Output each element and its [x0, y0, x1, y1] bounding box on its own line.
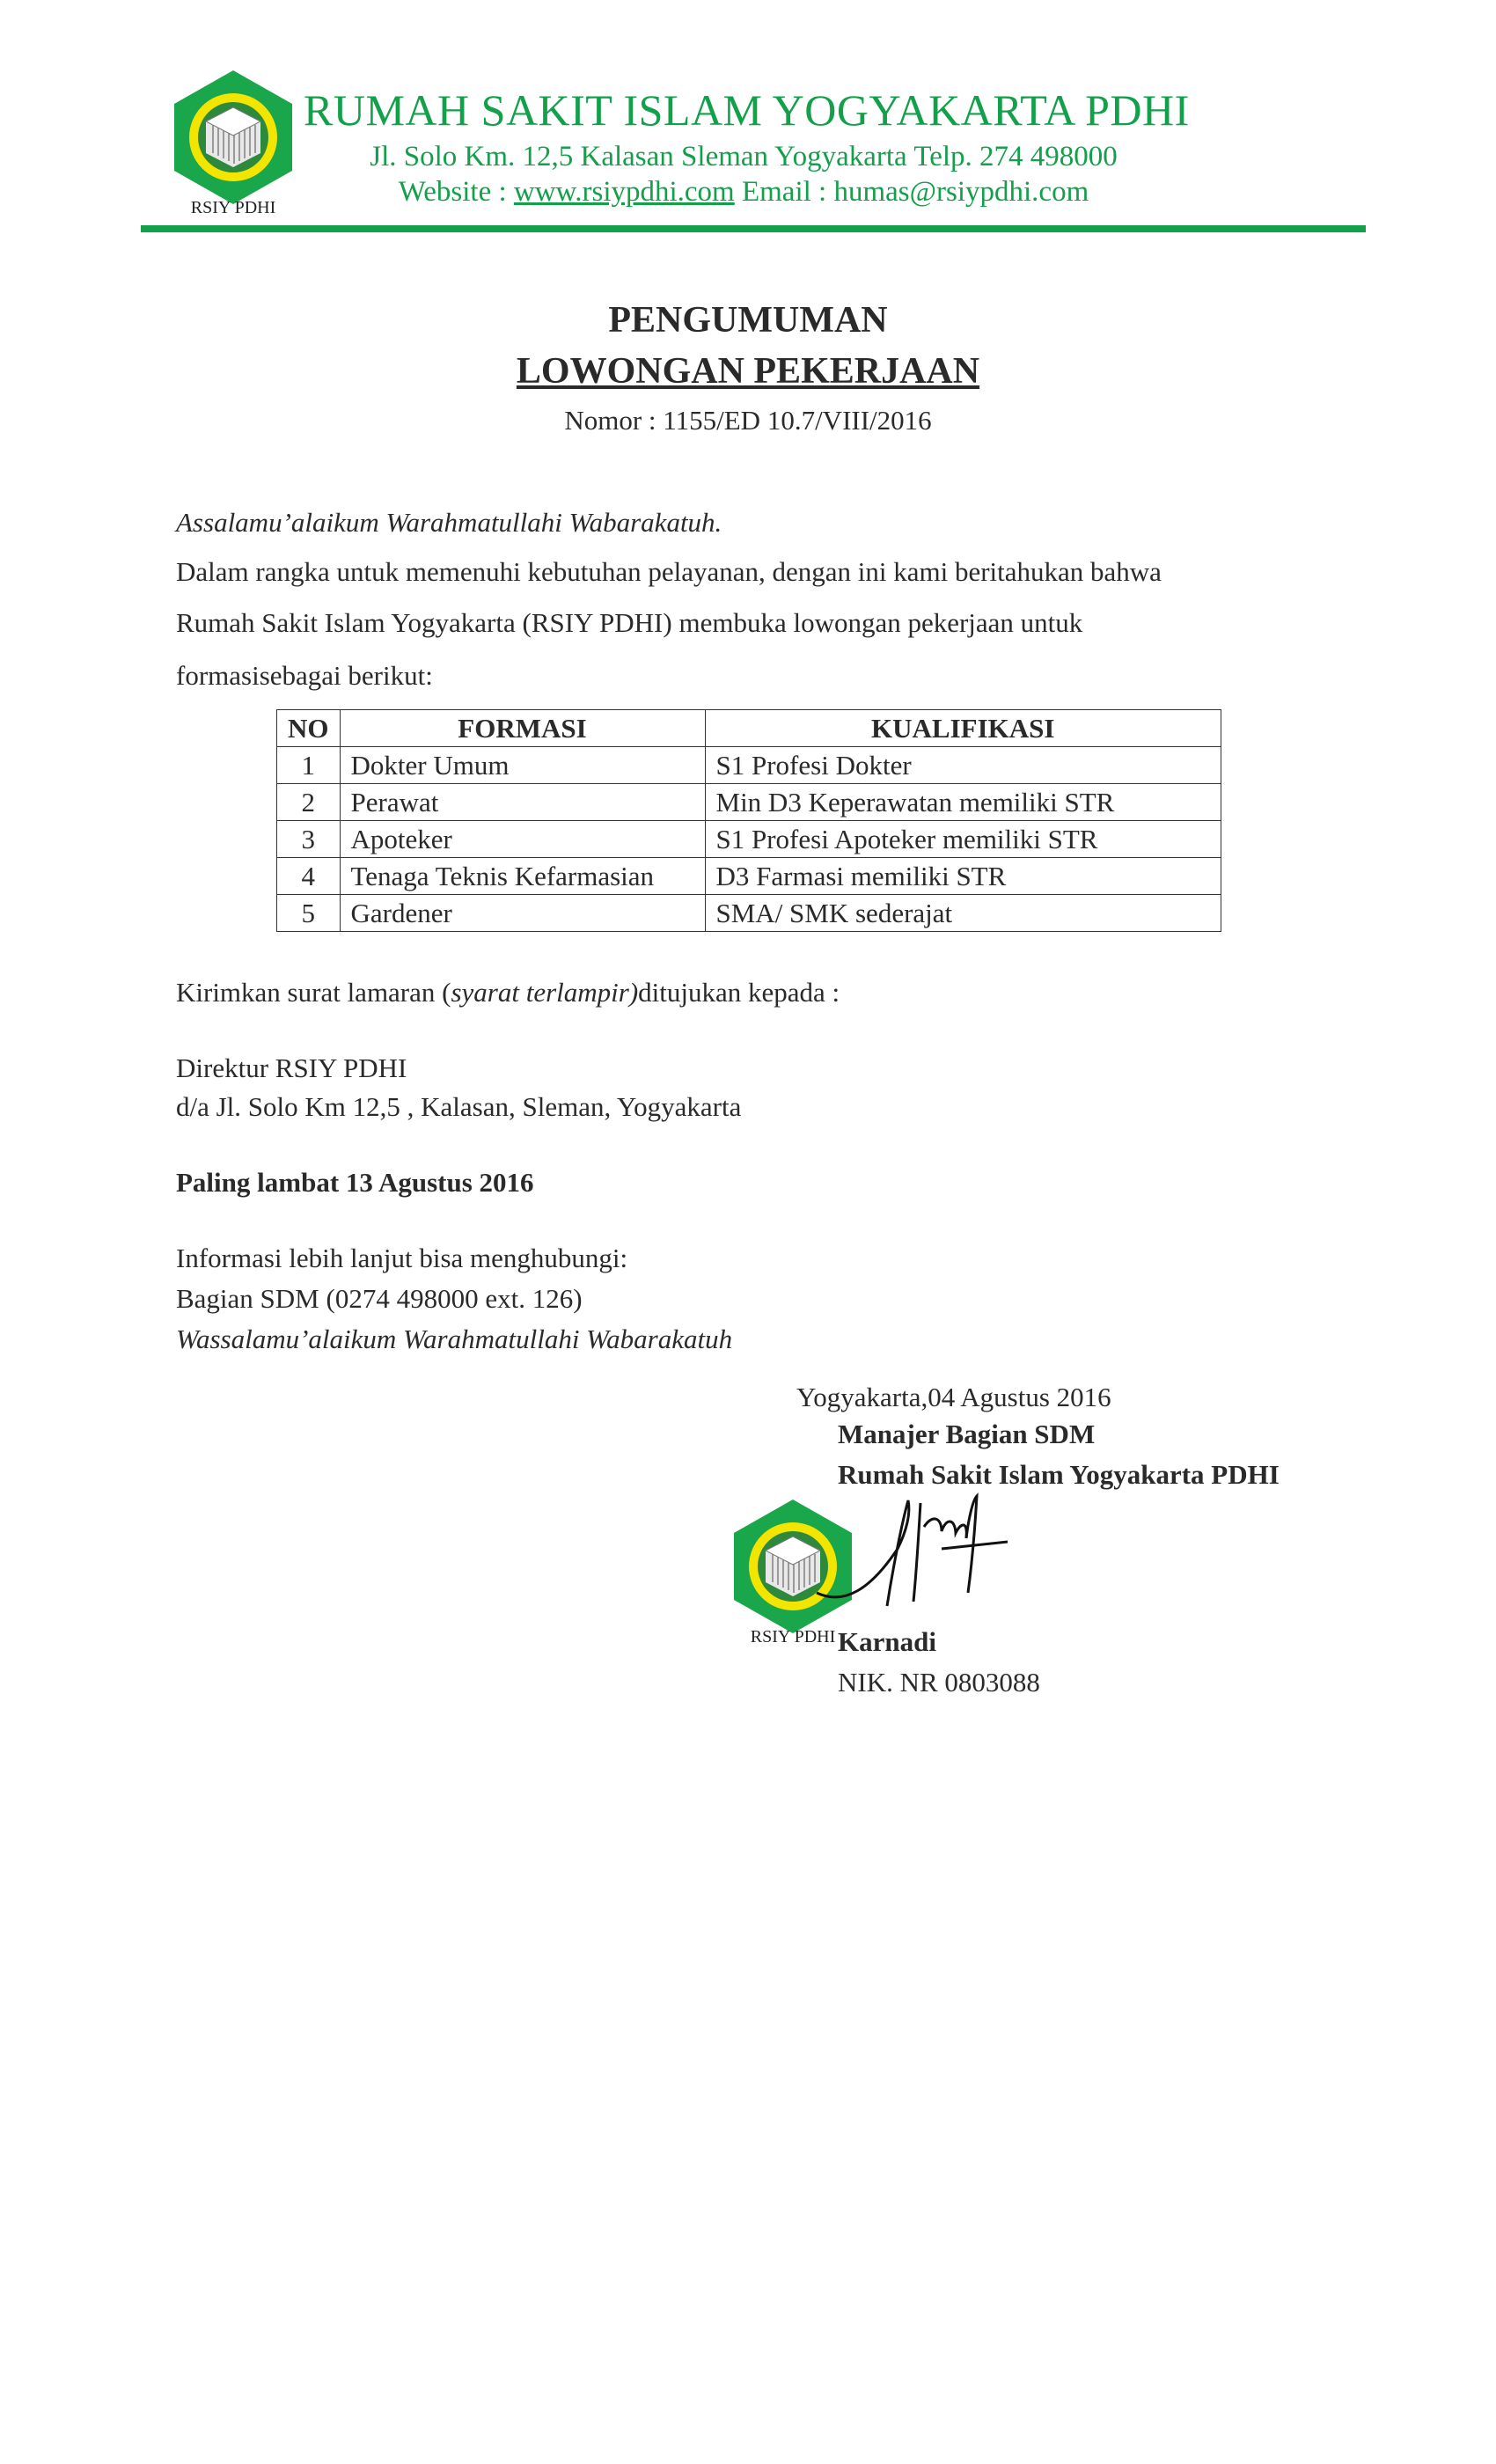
row-no: 2: [277, 784, 341, 821]
signatory-name: Karnadi: [838, 1626, 936, 1657]
letter-number: Nomor : 1155/ED 10.7/VIII/2016: [564, 405, 932, 436]
table-row: [277, 821, 1221, 858]
paragraph-line-2: Rumah Sakit Islam Yogyakarta (RSIY PDHI) membuka lowongan pekerjaan untuk: [176, 607, 1083, 638]
row-kualifikasi: S1 Profesi Apoteker memiliki STR: [705, 821, 1221, 858]
recipient-name: Direktur RSIY PDHI: [176, 1052, 407, 1083]
table-row: [277, 895, 1221, 932]
svg-text:RSIY PDHI: RSIY PDHI: [190, 198, 276, 217]
row-formasi: Gardener: [340, 895, 705, 932]
hospital-contact: [304, 176, 1184, 209]
email-text: Email : humas@rsiypdhi.com: [741, 176, 1089, 208]
contact-department: Bagian SDM (0274 498000 ext. 126): [176, 1283, 583, 1314]
paragraph-line-3: formasisebagai berikut:: [176, 660, 433, 691]
row-no: 1: [277, 747, 341, 784]
hospital-logo: [167, 67, 299, 218]
closing-greeting: Wassalamu’alaikum Warahmatullahi Wabarakatuh: [176, 1324, 733, 1354]
header-divider: [141, 225, 1366, 232]
row-formasi: Apoteker: [340, 821, 705, 858]
announcement-title: PENGUMUMAN: [608, 300, 888, 341]
row-no: 3: [277, 821, 341, 858]
send-instruction: Kirimkan surat lamaran (syarat terlampir)ditujukan kepada :: [176, 977, 840, 1008]
header-kualifikasi: KUALIFIKASI: [705, 710, 1221, 747]
table-row: [277, 858, 1221, 895]
signatory-nik: NIK. NR 0803088: [838, 1667, 1040, 1698]
announcement-subtitle: LOWONGAN PEKERJAAN: [516, 351, 980, 392]
svg-text:RSIY PDHI: RSIY PDHI: [750, 1627, 836, 1646]
row-no: 4: [277, 858, 341, 895]
row-formasi: Dokter Umum: [340, 747, 705, 784]
table-row: [277, 784, 1221, 821]
greeting: Assalamu’alaikum Warahmatullahi Wabarakatuh.: [176, 507, 722, 538]
place-date: Yogyakarta,04 Agustus 2016: [796, 1382, 1111, 1412]
signatory-institution: Rumah Sakit Islam Yogyakarta PDHI: [838, 1459, 1280, 1490]
website-link[interactable]: www.rsiypdhi.com: [513, 176, 735, 208]
row-kualifikasi: D3 Farmasi memiliki STR: [705, 858, 1221, 895]
table-header-row: [277, 710, 1221, 747]
deadline: Paling lambat 13 Agustus 2016: [176, 1167, 534, 1198]
paragraph-line-1: Dalam rangka untuk memenuhi kebutuhan pelayanan, dengan ini kami beritahukan bahwa: [176, 556, 1162, 587]
vacancy-table: [276, 709, 1221, 932]
contact-info-line: Informasi lebih lanjut bisa menghubungi:: [176, 1243, 628, 1273]
website-label: Website :: [398, 176, 514, 208]
row-no: 5: [277, 895, 341, 932]
handwritten-signature: [810, 1487, 1021, 1619]
header-no: NO: [277, 710, 341, 747]
header-formasi: FORMASI: [340, 710, 705, 747]
row-kualifikasi: SMA/ SMK sederajat: [705, 895, 1221, 932]
signatory-role: Manajer Bagian SDM: [838, 1419, 1096, 1449]
hospital-name: RUMAH SAKIT ISLAM YOGYAKARTA PDHI: [304, 85, 1190, 135]
hospital-address: Jl. Solo Km. 12,5 Kalasan Sleman Yogyakarta Telp. 274 498000: [370, 141, 1118, 172]
row-kualifikasi: S1 Profesi Dokter: [705, 747, 1221, 784]
row-formasi: Tenaga Teknis Kefarmasian: [340, 858, 705, 895]
table-row: [277, 747, 1221, 784]
row-kualifikasi: Min D3 Keperawatan memiliki STR: [705, 784, 1221, 821]
recipient-address: d/a Jl. Solo Km 12,5 , Kalasan, Sleman, Yogyakarta: [176, 1091, 742, 1122]
row-formasi: Perawat: [340, 784, 705, 821]
